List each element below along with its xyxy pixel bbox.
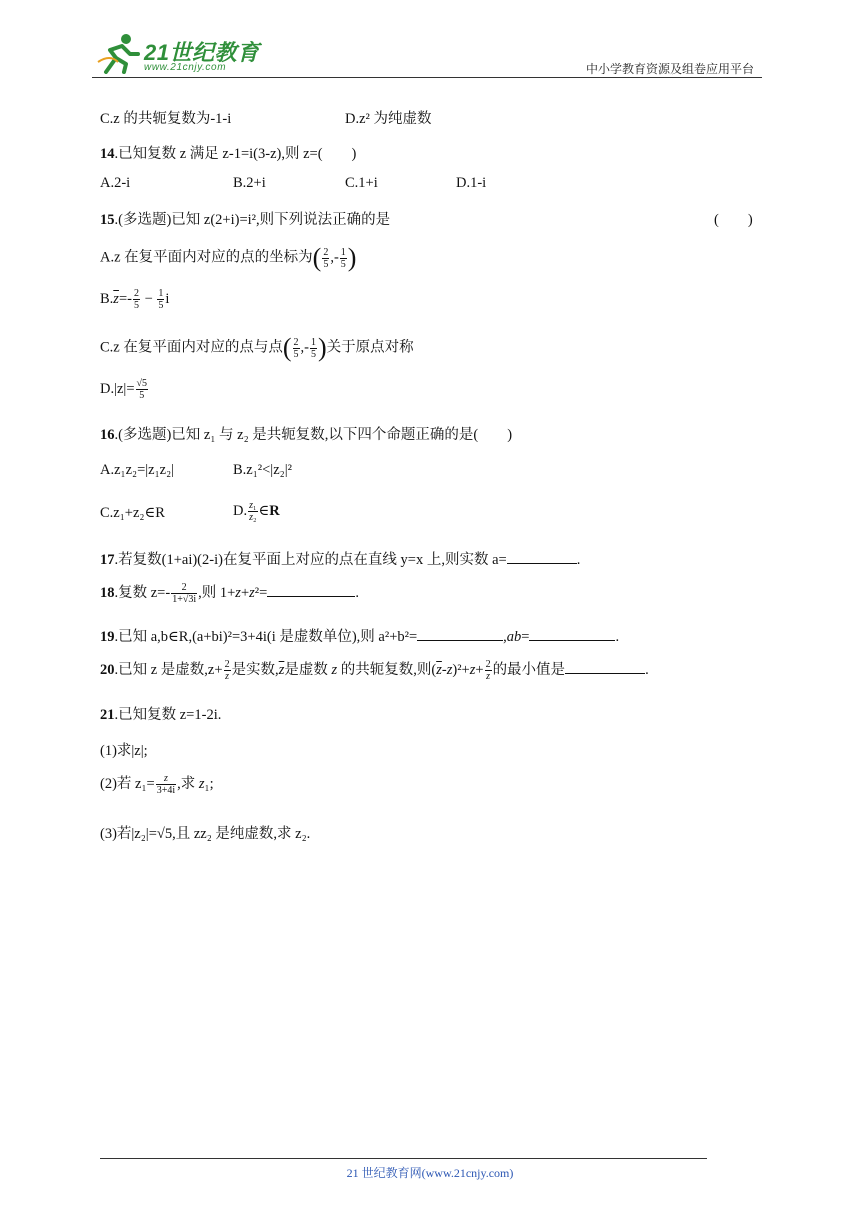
site-logo xyxy=(92,30,262,76)
q14-option-b: B.2+i xyxy=(233,175,266,191)
q16-option-b: B.z₁²<|z₂|² xyxy=(233,462,292,478)
q16-option-a: A.z₁z₂=|z₁z₂| xyxy=(100,462,175,478)
question-stem: .已知 a,b∈R,(a+bi)²=3+4i(i 是虚数单位),则 a²+b²= xyxy=(114,629,418,645)
option-text: B. xyxy=(100,290,114,307)
answer-blank-ab[interactable] xyxy=(529,628,615,641)
logo-title: 21世纪教育 xyxy=(144,40,260,65)
q21-part-1: (1)求|z|; xyxy=(100,743,148,759)
answer-parentheses: ( ) xyxy=(714,212,753,228)
q13-option-c: C.z 的共轭复数为-1-i xyxy=(100,111,232,127)
question-19: 19.已知 a,b∈R,(a+bi)²=3+4i(i 是虚数单位),则 a²+b²= ,ab= . xyxy=(100,629,620,645)
option-text: A.z 在复平面内对应的点的坐标为 xyxy=(100,249,313,266)
footer-site-text[interactable]: 21 世纪教育网(www.21cnjy.com) xyxy=(346,1166,514,1180)
header-divider xyxy=(92,77,762,78)
question-stem: .已知复数 z 满足 z-1=i(3-z),则 z=( ) xyxy=(114,146,357,162)
question-number: 18 xyxy=(100,585,115,601)
q15-option-d: D.|z|= $\frac{√5}{5}$ xyxy=(100,378,148,401)
question-18: 18.复数 z=- $\frac{2}{1+√3i}$ ,则 1+z+z²= . xyxy=(100,582,359,606)
option-text-tail: 关于原点对称 xyxy=(326,339,414,356)
part-text: (2)若 z₁= xyxy=(100,776,155,792)
question-stem: .(多选题)已知 z(2+i)=i²,则下列说法正确的是 xyxy=(114,212,391,228)
question-stem: .复数 z=- xyxy=(114,585,171,601)
q21-part-2: (2)若 z₁= $\frac{z}{3+4i}$ ,求 z₁; xyxy=(100,773,214,797)
runner-logo-icon xyxy=(96,32,142,74)
option-text: C.z 在复平面内对应的点与点 xyxy=(100,339,283,356)
question-stem: .(多选题)已知 z₁ 与 z₂ 是共轭复数,以下四个命题正确的是( ) xyxy=(114,427,513,443)
question-stem: .已知复数 z=1-2i. xyxy=(114,707,222,723)
page-header xyxy=(92,30,762,80)
q15-option-a: A.z 在复平面内对应的点的坐标为( $\frac{2}{5}$ ,- $\frac{1}{5}$ ) xyxy=(100,243,357,272)
q16-option-d: D. $\frac{\text{z₁}}{\text{z₂}}$ ∈R xyxy=(233,500,280,523)
question-number: 15 xyxy=(100,212,115,228)
question-20: 20.已知 z 是虚数,z+ $\frac{2}{z}$ 是实数$,\overline{z}$是虚数 z 的共轭复数,则$(\overline{z}-z)^2+z+$ $\frac{2}{z}$ 的最小值是 . xyxy=(100,659,649,683)
q15-option-c: C.z 在复平面内对应的点与点( $\frac{2}{5}$ ,- $\frac{1}{5}$ )关于原点对称 xyxy=(100,333,414,362)
option-text: D. xyxy=(233,502,248,519)
answer-blank-a2b2[interactable] xyxy=(417,628,503,641)
q15-option-b: $B.\overline{z}=-$ $\frac{2}{5}$ − $\frac{1}{5}$ i xyxy=(100,288,170,311)
answer-blank[interactable] xyxy=(507,551,577,564)
question-number: 20 xyxy=(100,662,115,678)
q14-option-c: C.1+i xyxy=(345,175,378,191)
q13-option-d: D.z² 为纯虚数 xyxy=(345,111,432,127)
question-number: 21 xyxy=(100,707,115,723)
logo-url: www.21cnjy.com xyxy=(144,62,227,73)
question-number: 14 xyxy=(100,146,115,162)
q14-option-a: A.2-i xyxy=(100,175,131,191)
question-21 xyxy=(100,703,221,724)
header-platform-text: 中小学教育资源及组卷应用平台 xyxy=(585,62,754,76)
q21-part-3: (3)若|z₂|=√5,且 zz₂ 是纯虚数,求 z₂. xyxy=(100,826,311,842)
question-number: 17 xyxy=(100,552,115,568)
option-text: D.|z|= xyxy=(100,380,135,397)
question-stem: .若复数(1+ai)(2-i)在复平面上对应的点在直线 y=x 上,则实数 a= xyxy=(114,552,507,568)
q16-option-c: C.z₁+z₂∈R xyxy=(100,505,165,521)
answer-blank[interactable] xyxy=(565,661,645,674)
question-16 xyxy=(100,423,512,444)
question-number: 16 xyxy=(100,427,115,443)
question-number: 19 xyxy=(100,629,115,645)
question-stem: .已知 z 是虚数,z+ xyxy=(114,662,223,678)
question-15 xyxy=(100,208,390,229)
question-14 xyxy=(100,142,356,163)
answer-blank[interactable] xyxy=(267,584,355,597)
q14-option-d: D.1-i xyxy=(456,175,487,191)
question-17: 17.若复数(1+ai)(2-i)在复平面上对应的点在直线 y=x 上,则实数 a= . xyxy=(100,552,581,568)
footer-divider xyxy=(100,1158,707,1159)
